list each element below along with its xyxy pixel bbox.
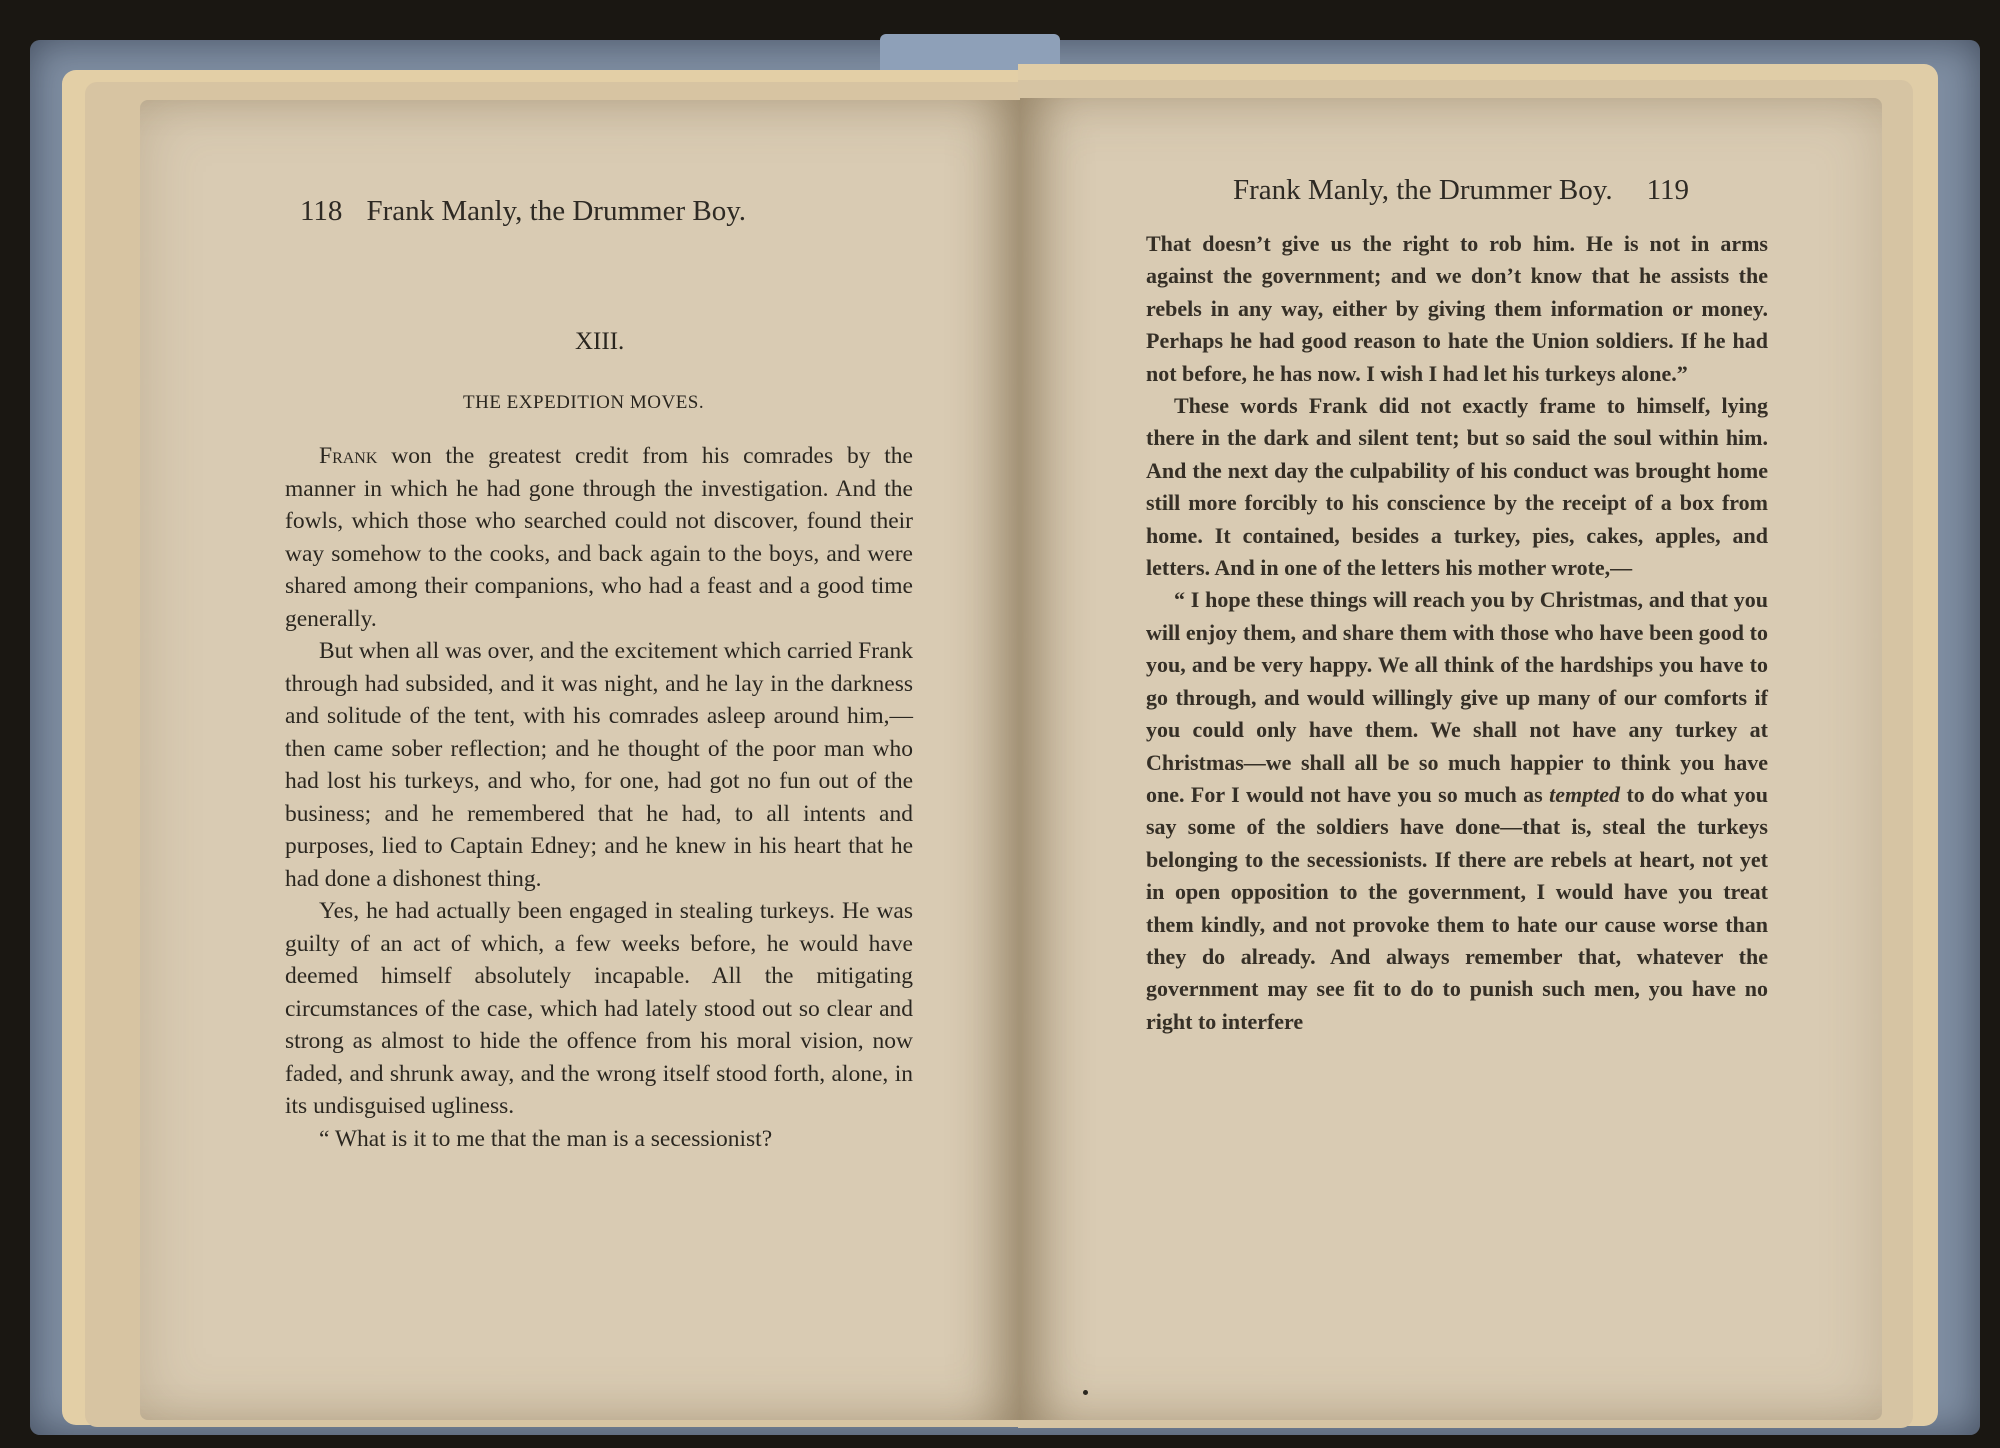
paragraph: Frank won the greatest credit from his comrades by the manner in which he had gone through the investigation. And the fowls, which those who searched could not discover, found their way somehow to the cooks, and back again to the boys, and were shared among their companions, who had a feast and a good time generally. [285,443,913,632]
right-running-head [1233,174,1689,207]
right-page-number: 119 [1646,174,1690,206]
left-page-body [285,440,913,1155]
chapter-number: XIII. [575,328,625,355]
chapter-title: THE EXPEDITION MOVES. [463,392,705,413]
right-page-body [1146,228,1768,1038]
left-running-head [300,195,746,228]
paragraph: “ I hope these things will reach you by Christmas, and that you will enjoy them, and share them with those who have been good to you, and be very happy. We all think of the hardships you have to go through, and would willingly give up many of our comforts if you could only have them. We shall not have any turkey at Christmas—we shall all be so much happier to think you have one. For I would not have you so much as tempted to do what you say some of the soldiers have done—that is, steal the turkeys belonging to the secessionists. If there are rebels at heart, not yet in open opposition to the government, I would have you treat them kindly, and not provoke them to hate our cause worse than they do already. And always remember that, whatever the government may see fit to do to punish such men, you have no right to interfere [1146,587,1768,1034]
paragraph: That doesn’t give us the right to rob him. He is not in arms against the government; and we don’t know that he assists the rebels in any way, either by giving them information or money. Perhaps he had good reason to hate the Union soldiers. If he had not before, he has now. I wish I had let his turkeys alone.” [1146,231,1768,386]
drop-word: Frank [319,443,378,469]
paragraph: But when all was over, and the excitement which carried Frank through had subsided, and it was night, and he lay in the darkness and solitude of the tent, with his comrades asleep around him,—then came sober reflection; and he thought of the poor man who had lost his turkeys, and who, for one, had got no fun out of the business; and he remembered that he had, to all intents and purposes, lied to Captain Edney; and he knew in his heart that he had done a dishonest thing. [285,638,913,892]
paragraph: These words Frank did not exactly frame to himself, lying there in the dark and silent tent; but so said the soul within him. And the next day the culpability of his conduct was brought home still more forcibly to his conscience by the receipt of a box from home. It contained, besides a turkey, pies, cakes, apples, and letters. And in one of the letters his mother wrote,— [1146,393,1768,581]
left-page-number: 118 [300,195,343,227]
paragraph: Yes, he had actually been engaged in stealing turkeys. He was guilty of an act of which, a few weeks before, he would have deemed himself absolutely incapable. All the mitigating circumstances of the case, which had lately stood out so clear and strong as almost to hide the offence from his moral vision, now faded, and shrunk away, and the wrong itself stood forth, alone, in its undisguised ugliness. [285,898,913,1119]
emphasis: tempted [1549,781,1621,807]
paragraph: “ What is it to me that the man is a secessionist? [319,1125,773,1152]
left-header-title: Frank Manly, the Drummer Boy. [366,195,747,227]
page-mark [1083,1390,1088,1395]
right-header-title: Frank Manly, the Drummer Boy. [1233,174,1613,206]
